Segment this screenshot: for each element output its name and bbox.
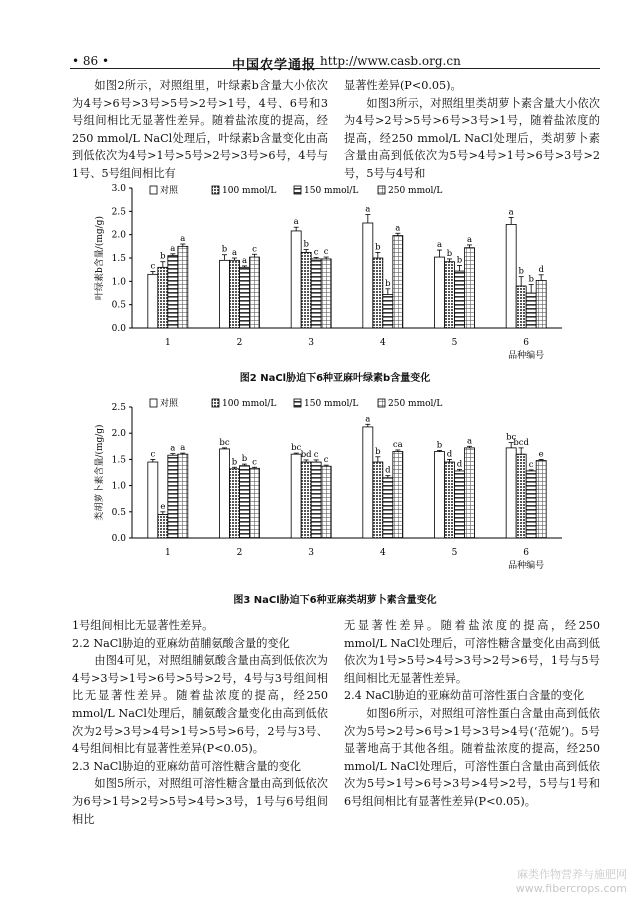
bar: [301, 252, 311, 328]
x-tick-label: 2: [236, 338, 243, 348]
legend-swatch: [378, 186, 385, 194]
legend-label: 对照: [160, 186, 179, 196]
bar: [393, 236, 403, 328]
paragraph: 如图2所示，对照组里，叶绿素b含量大小依次为4号>6号>3号>5号>2号>1号，4号、6号和3号组间相比无显著性差异。随着盐浓度的提高，经250 mmol/L NaCl处理后，叶绿素b含量变化由高到低依次为4号>1号>5号>2号>3号>6号，4号与1号、5号组间相比有: [72, 79, 328, 180]
significance-letter: a: [436, 240, 443, 251]
bar: [435, 257, 445, 328]
paragraph: 无显著性差异。随着盐浓度的提高，经250 mmol/L NaCl处理后，可溶性糖含量变化由高到低依次为1号>5号>4号>3号>2号>6号，1号与5号组间相比无显著性差异。: [344, 619, 600, 685]
x-tick-label: 2: [236, 548, 243, 558]
significance-letter: b: [436, 440, 443, 451]
significance-letter: c: [252, 244, 257, 255]
x-tick-label: 5: [451, 548, 458, 558]
bottom-left-column: [72, 617, 328, 828]
watermark-line: 麻类作物营养与施肥网: [517, 868, 627, 881]
significance-letter: b: [528, 274, 534, 285]
page-number: • 86 •: [72, 54, 110, 68]
y-tick-label: 2.5: [111, 403, 126, 413]
x-tick-label: 1: [164, 338, 171, 348]
significance-letter: b: [446, 248, 453, 259]
journal-url[interactable]: http://www.casb.org.cn: [320, 54, 461, 68]
bar: [311, 462, 321, 538]
x-tick-label: 5: [451, 338, 458, 348]
watermark: [516, 868, 627, 896]
bar: [250, 257, 260, 328]
legend-swatch: [378, 399, 385, 407]
section-heading: 2.2 NaCl胁迫的亚麻幼苗脯氨酸含量的变化: [72, 636, 290, 650]
significance-letter: d: [446, 449, 453, 460]
significance-letter: c: [313, 449, 319, 460]
bar: [506, 448, 516, 538]
bar: [230, 260, 240, 328]
legend-swatch: [150, 186, 157, 194]
significance-letter: b: [385, 278, 391, 289]
bar: [291, 231, 301, 328]
significance-letter: c: [150, 261, 156, 272]
bar: [435, 452, 445, 538]
paragraph: 如图5所示，对照组可溶性糖含量由高到低依次为6号>1号>2号>5号>4号>3号，1号与6号组间相比: [72, 777, 328, 826]
significance-letter: c: [150, 449, 156, 460]
significance-letter: a: [180, 443, 186, 454]
bar: [250, 468, 260, 538]
bar: [321, 259, 331, 328]
legend-label: 100 mmol/L: [222, 186, 277, 196]
bar: [383, 478, 393, 538]
legend-label: 250 mmol/L: [388, 186, 443, 196]
bar: [158, 267, 168, 328]
bar: [220, 260, 230, 328]
section-heading: 2.4 NaCl胁迫的亚麻幼苗可溶性蛋白含量的变化: [344, 689, 585, 703]
bar: [240, 466, 250, 538]
section-heading: 2.3 NaCl胁迫的亚麻幼苗可溶性糖含量的变化: [72, 759, 301, 773]
legend-label: 250 mmol/L: [388, 399, 443, 409]
paragraph: 如图6所示，对照组可溶性蛋白含量由高到低依次为5号>2号>6号>1号>3号>4号(‘范妮’)。5号显著地高于其他各组。随着盐浓度的提高，经250 mmol/L NaCl处理后，可溶性蛋白含量由高到低依次为5号>1号>6号>3号>4号>2号，5号与1号和6号组间相比有显著性差异(P<0.05)。: [344, 706, 600, 808]
significance-letter: a: [365, 414, 371, 425]
x-tick-label: 6: [523, 548, 530, 558]
paragraph: 由图4可见，对照组脯氨酸含量由高到低依次为4号>3号>1号>6号>5号>2号，4号与3号组间相比无显著性差异。随着盐浓度的提高，经250 mmol/L NaCl处理后，脯氨酸含量变化由高到低依次为2号>3号>4号>1号>5号>6号，2号与3号、4号组间相比有显著性差异(P<0.05)。: [72, 654, 328, 756]
bar: [373, 462, 383, 538]
significance-letter: b: [221, 244, 228, 255]
significance-letter: c: [323, 455, 329, 466]
y-tick-label: 2.5: [111, 207, 126, 218]
bar: [220, 449, 230, 538]
y-axis-label: 叶绿素b含量/(mg/g): [95, 216, 105, 300]
bar: [291, 454, 301, 538]
significance-letter: d: [538, 264, 544, 275]
x-axis-label: 品种编号: [508, 351, 545, 361]
paragraph: 1号组间相比无显著性差异。: [72, 619, 214, 632]
x-axis-label: 品种编号: [508, 561, 545, 571]
significance-letter: d: [385, 465, 391, 476]
significance-letter: a: [293, 217, 299, 228]
bar: [536, 280, 546, 328]
bar: [526, 471, 536, 538]
significance-letter: b: [518, 266, 524, 277]
bar: [445, 462, 455, 538]
figure-3-chart: [70, 393, 600, 583]
legend-swatch: [212, 399, 219, 407]
bar: [465, 448, 475, 538]
legend-swatch: [294, 399, 301, 407]
x-tick-label: 4: [379, 548, 386, 558]
legend-label: 150 mmol/L: [304, 399, 359, 409]
bar: [311, 259, 321, 328]
significance-letter: a: [241, 255, 248, 266]
bar: [240, 267, 250, 328]
significance-letter: e: [160, 501, 166, 512]
bar: [516, 454, 526, 538]
significance-letter: a: [170, 243, 176, 254]
y-tick-label: 1.0: [111, 481, 126, 492]
significance-letter: a: [395, 223, 401, 234]
top-left-column: [72, 77, 328, 183]
paragraph: 如图3所示，对照组里类胡萝卜素含量大小依次为4号>2号>5号>6号>3号>1号，随着盐浓度的提高，经250 mmol/L NaCl处理后，类胡萝卜素含量由高到低依次为5号>4号>1号>6号>3号>2号，5号与4号和: [344, 96, 600, 180]
significance-letter: bd: [300, 449, 312, 460]
significance-letter: c: [323, 247, 329, 258]
legend-label: 对照: [160, 399, 179, 409]
significance-letter: d: [456, 459, 463, 470]
significance-letter: e: [538, 449, 544, 460]
bar: [178, 246, 188, 328]
x-tick-label: 3: [308, 548, 315, 558]
bar: [455, 471, 465, 538]
bar: [536, 460, 546, 538]
significance-letter: a: [180, 234, 186, 244]
significance-letter: a: [365, 204, 371, 215]
bar: [455, 271, 465, 328]
bar: [168, 256, 178, 328]
y-tick-label: 1.0: [111, 277, 126, 288]
significance-letter: a: [466, 436, 473, 447]
y-tick-label: 0.0: [111, 534, 126, 544]
bar: [148, 462, 158, 538]
legend-label: 100 mmol/L: [222, 399, 277, 409]
y-tick-label: 0.0: [111, 324, 126, 334]
top-right-column: [344, 77, 600, 183]
significance-letter: ca: [392, 439, 403, 450]
bar: [383, 294, 393, 328]
bar: [516, 286, 526, 328]
bar: [230, 469, 240, 538]
y-tick-label: 3.0: [111, 184, 126, 194]
significance-letter: a: [231, 248, 238, 258]
bar: [506, 224, 516, 328]
significance-letter: bc: [291, 443, 302, 454]
x-tick-label: 4: [379, 338, 386, 348]
header-rule: [70, 68, 600, 69]
significance-letter: a: [508, 207, 514, 218]
significance-letter: b: [160, 251, 166, 262]
bar: [158, 514, 168, 538]
significance-letter: c: [528, 459, 534, 470]
bar: [148, 274, 158, 328]
x-tick-label: 3: [308, 338, 315, 348]
legend-label: 150 mmol/L: [304, 186, 359, 196]
significance-letter: b: [456, 255, 463, 266]
significance-letter: b: [241, 454, 248, 465]
y-axis-label: 类胡萝卜素含量/(mg/g): [95, 424, 105, 521]
x-tick-label: 6: [523, 338, 530, 348]
y-tick-label: 2.0: [111, 429, 126, 440]
significance-letter: a: [170, 443, 176, 454]
watermark-line: www.fibercrops.com: [515, 882, 627, 895]
bottom-right-column: [344, 617, 600, 811]
paragraph: 显著性差异(P<0.05)。: [344, 79, 462, 92]
y-tick-label: 2.0: [111, 230, 126, 241]
figure-3-caption: 图3 NaCl胁迫下6种亚麻类胡萝卜素含量变化: [233, 595, 437, 606]
bar: [373, 258, 383, 328]
bar: [363, 223, 373, 328]
y-tick-label: 1.5: [111, 455, 126, 466]
significance-letter: bcd: [513, 437, 529, 448]
y-tick-label: 1.5: [111, 254, 126, 264]
y-tick-label: 0.5: [111, 300, 126, 311]
journal-name: 中国农学通报: [232, 58, 317, 73]
bar: [321, 466, 331, 538]
significance-letter: a: [466, 234, 473, 245]
significance-letter: b: [231, 457, 238, 468]
legend-swatch: [212, 186, 219, 194]
significance-letter: bc: [506, 432, 517, 443]
bar: [465, 248, 475, 328]
bar: [168, 455, 178, 538]
legend-swatch: [150, 399, 157, 407]
bar: [526, 293, 536, 328]
significance-letter: b: [375, 242, 381, 253]
significance-letter: c: [313, 247, 319, 258]
bar: [301, 462, 311, 538]
significance-letter: c: [252, 457, 257, 468]
bar: [393, 452, 403, 538]
bar: [178, 454, 188, 538]
significance-letter: b: [303, 239, 309, 250]
bar: [445, 262, 455, 328]
significance-letter: b: [375, 446, 381, 457]
figure-2-chart: [70, 180, 600, 365]
figure-2-caption: 图2 NaCl胁迫下6种亚麻叶绿素b含量变化: [239, 373, 431, 384]
legend-swatch: [294, 186, 301, 194]
bar: [363, 427, 373, 538]
y-tick-label: 0.5: [111, 507, 126, 518]
x-tick-label: 1: [164, 548, 171, 558]
significance-letter: bc: [219, 437, 230, 448]
